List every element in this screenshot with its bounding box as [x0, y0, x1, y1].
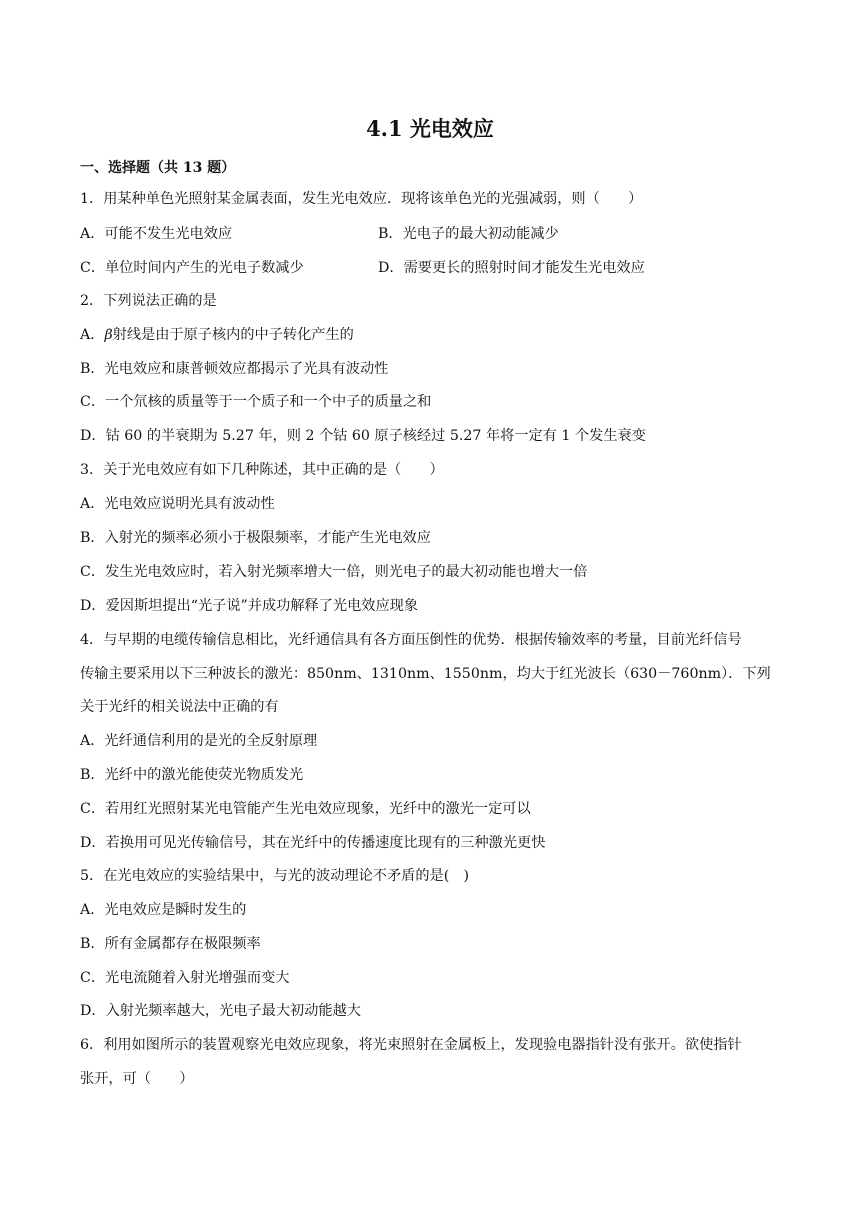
- question-4-option-a: A．光纤通信利用的是光的全反射原理: [80, 733, 318, 749]
- question-2-option-c: C．一个氘核的质量等于一个质子和一个中子的质量之和: [80, 394, 432, 410]
- question-3-stem: 3．关于光电效应有如下几种陈述，其中正确的是（ ）: [80, 462, 444, 478]
- question-5-option-a: A．光电效应是瞬时发生的: [80, 902, 247, 918]
- question-5-option-b: B．所有金属都存在极限频率: [80, 936, 261, 952]
- question-3-option-b: B．入射光的频率必须小于极限频率，才能产生光电效应: [80, 530, 431, 546]
- question-4-stem-line-3: 关于光纤的相关说法中正确的有: [80, 699, 279, 715]
- question-2-option-a: [80, 324, 354, 346]
- question-1-option-d: D．需要更长的照射时间才能发生光电效应: [378, 260, 645, 276]
- question-1-option-c: C．单位时间内产生的光电子数减少: [80, 260, 304, 276]
- document-title: 4.1 光电效应: [366, 116, 494, 141]
- question-2-stem: 2．下列说法正确的是: [80, 293, 217, 309]
- question-1-option-a: A．可能不发生光电效应: [80, 226, 233, 242]
- beta-symbol: β: [104, 327, 113, 343]
- question-4-option-b: B．光纤中的激光能使荧光物质发光: [80, 767, 304, 783]
- question-4-option-d: D．若换用可见光传输信号，其在光纤中的传播速度比现有的三种激光更快: [80, 835, 546, 851]
- question-5-option-c: C．光电流随着入射光增强而变大: [80, 970, 290, 986]
- question-5-option-d: D．入射光频率越大，光电子最大初动能越大: [80, 1003, 361, 1019]
- question-4-stem-line-1: 4．与早期的电缆传输信息相比，光纤通信具有各方面压倒性的优势．根据传输效率的考量，目前光纤信号: [80, 632, 742, 648]
- option-a-text: 射线是由于原子核内的中子转化产生的: [112, 327, 354, 343]
- question-4-option-c: C．若用红光照射某光电管能产生光电效应现象，光纤中的激光一定可以: [80, 801, 531, 817]
- question-5-stem: 5．在光电效应的实验结果中，与光的波动理论不矛盾的是( ): [80, 868, 469, 884]
- question-1-option-b: B．光电子的最大初动能减少: [378, 226, 559, 242]
- section-heading: 一、选择题（共 13 题）: [80, 160, 236, 176]
- question-2-option-b: B．光电效应和康普顿效应都揭示了光具有波动性: [80, 361, 389, 377]
- question-4-stem-line-2: 传输主要采用以下三种波长的激光：850nm、1310nm、1550nm，均大于红光波长（630－760nm）．下列: [80, 666, 771, 682]
- question-1-stem: 1．用某种单色光照射某金属表面，发生光电效应．现将该单色光的光强减弱，则（ ）: [80, 191, 643, 207]
- question-3-option-a: A．光电效应说明光具有波动性: [80, 496, 275, 512]
- option-a-prefix: A．: [80, 327, 105, 343]
- question-6-stem-line-1: 6．利用如图所示的装置观察光电效应现象，将光束照射在金属板上，发现验电器指针没有张开。欲使指针: [80, 1037, 742, 1053]
- question-2-option-d: D．钴 60 的半衰期为 5.27 年，则 2 个钴 60 原子核经过 5.27 年将一定有 1 个发生衰变: [80, 428, 646, 444]
- question-6-stem-line-2: 张开，可（ ）: [80, 1071, 194, 1087]
- question-3-option-c: C．发生光电效应时，若入射光频率增大一倍，则光电子的最大初动能也增大一倍: [80, 564, 588, 580]
- question-3-option-d: D．爱因斯坦提出“光子说”并成功解释了光电效应现象: [80, 598, 419, 614]
